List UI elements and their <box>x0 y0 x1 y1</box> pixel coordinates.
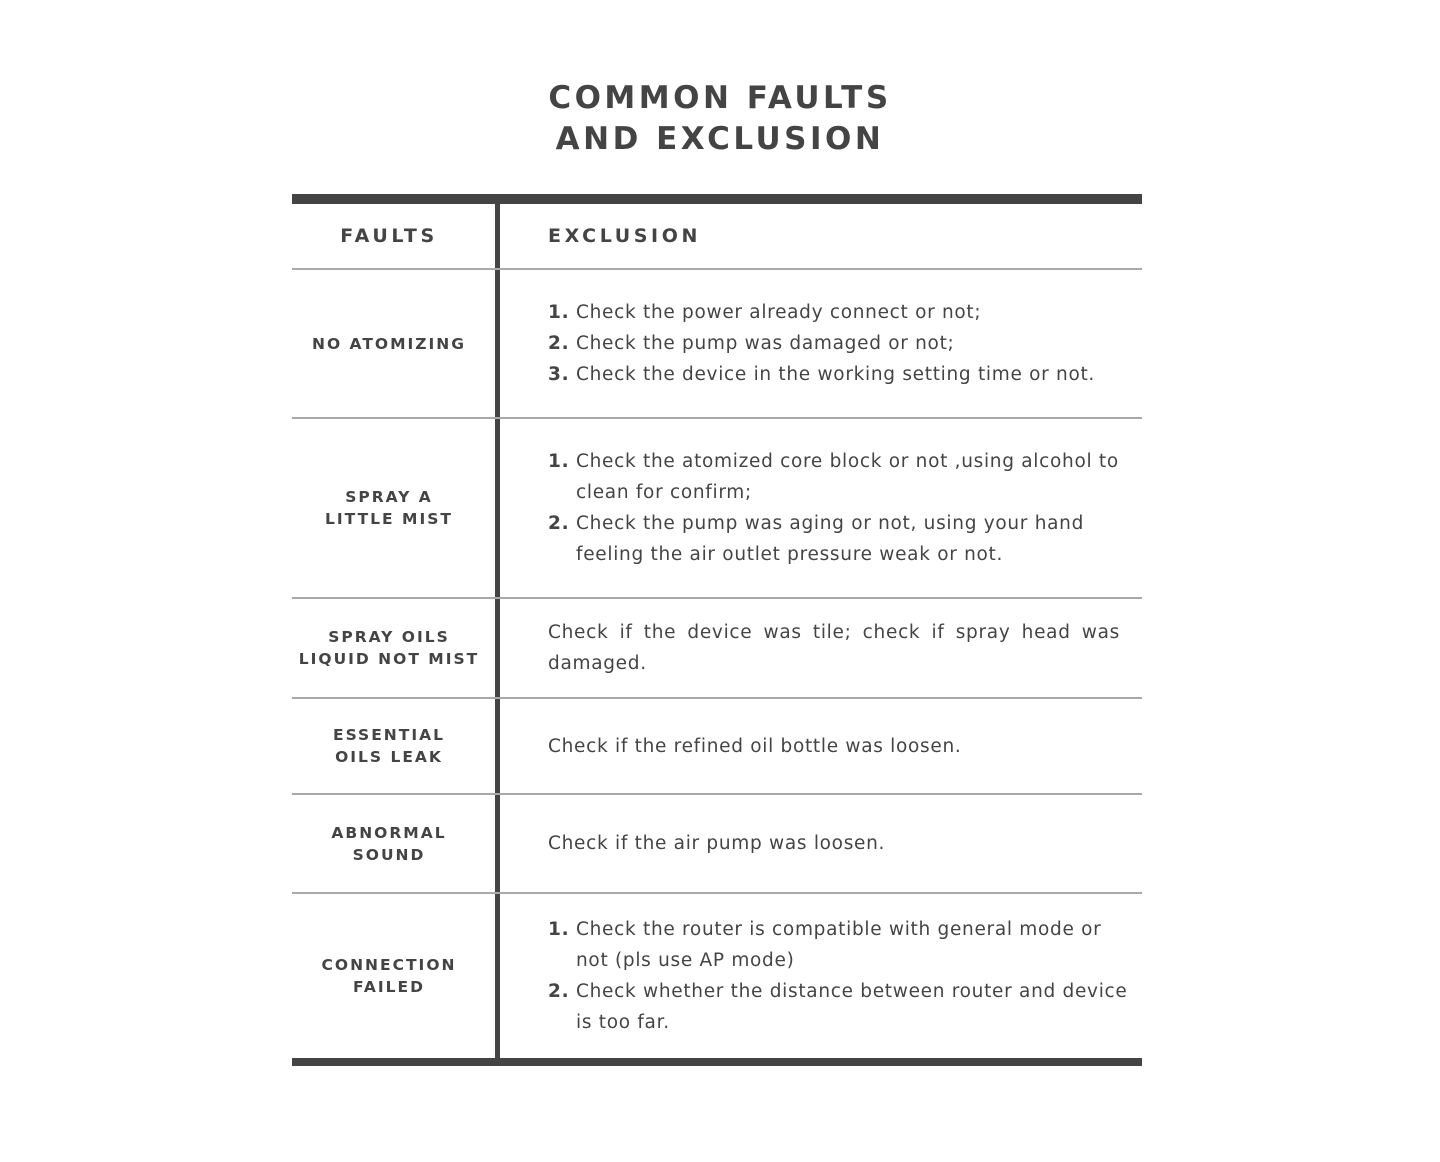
list-item <box>548 976 1128 1038</box>
list-item <box>548 297 1128 328</box>
exclusion-cell-abnormal-sound <box>548 795 1128 892</box>
title-line-2: AND EXCLUSION <box>555 121 885 157</box>
fault-label: NO ATOMIZING <box>312 334 466 353</box>
step-text: Check the device in the working setting time or not. <box>576 364 1095 385</box>
fault-label: ABNORMAL <box>331 823 447 842</box>
fault-label: LITTLE MIST <box>325 510 453 528</box>
step-number: 1. <box>548 302 570 323</box>
exclusion-cell-connection-failed <box>548 894 1128 1058</box>
step-number: 3. <box>548 364 570 385</box>
step-text: Check the atomized core block or not ,using alcohol to clean for confirm; <box>576 451 1119 503</box>
faults-column-header: FAULTS <box>340 225 438 247</box>
fault-label: OILS LEAK <box>335 748 443 766</box>
fault-label: ESSENTIAL <box>333 726 445 744</box>
exclusion-text: Check if the air pump was loosen. <box>548 833 886 854</box>
fault-label: LIQUID NOT MIST <box>298 650 480 668</box>
list-item <box>548 508 1128 570</box>
list-item <box>548 446 1128 508</box>
exclusion-steps <box>548 914 1128 1038</box>
step-text: Check the pump was damaged or not; <box>576 333 955 354</box>
step-number: 2. <box>548 513 570 534</box>
fault-cell-no-atomizing <box>292 270 486 417</box>
fault-label: SPRAY A <box>345 488 433 506</box>
step-number: 1. <box>548 919 570 940</box>
fault-cell-connection-failed <box>292 894 486 1058</box>
step-text: Check whether the distance between router and device is too far. <box>576 981 1128 1033</box>
title-line-1: COMMON FAULTS <box>548 80 892 116</box>
step-text: Check the pump was aging or not, using your hand feeling the air outlet pressure weak or not. <box>576 513 1085 565</box>
exclusion-cell-no-atomizing <box>548 270 1128 417</box>
column-divider <box>495 202 500 1060</box>
fault-label: FAILED <box>353 978 425 996</box>
step-text: Check the router is compatible with general mode or not (pls use AP mode) <box>576 919 1102 971</box>
table-bottom-rule <box>292 1058 1142 1066</box>
step-number: 2. <box>548 981 570 1002</box>
page-title <box>0 78 1440 160</box>
step-text: Check the power already connect or not; <box>576 302 982 323</box>
exclusion-steps <box>548 297 1128 390</box>
list-item <box>548 359 1128 390</box>
exclusion-column-header: EXCLUSION <box>548 224 701 247</box>
list-item <box>548 328 1128 359</box>
exclusion-cell-essential-oils-leak <box>548 699 1128 793</box>
fault-label: SPRAY OILS <box>328 628 450 646</box>
exclusion-text: Check if the device was tile; check if spray head was damaged. <box>548 622 1120 674</box>
fault-label: CONNECTION <box>321 956 457 974</box>
list-item <box>548 914 1128 976</box>
exclusion-cell-spray-a-little-mist <box>548 419 1128 597</box>
fault-cell-spray-a-little-mist <box>292 419 486 597</box>
fault-cell-spray-oils-liquid-not-mist <box>292 599 486 697</box>
table-top-rule <box>292 194 1142 204</box>
exclusion-text: Check if the refined oil bottle was loosen. <box>548 735 962 757</box>
step-number: 1. <box>548 451 570 472</box>
fault-cell-abnormal-sound <box>292 795 486 892</box>
step-number: 2. <box>548 333 570 354</box>
fault-label: SOUND <box>352 845 426 864</box>
fault-cell-essential-oils-leak <box>292 699 486 793</box>
exclusion-cell-spray-oils-liquid-not-mist <box>548 599 1128 697</box>
exclusion-steps <box>548 446 1128 570</box>
